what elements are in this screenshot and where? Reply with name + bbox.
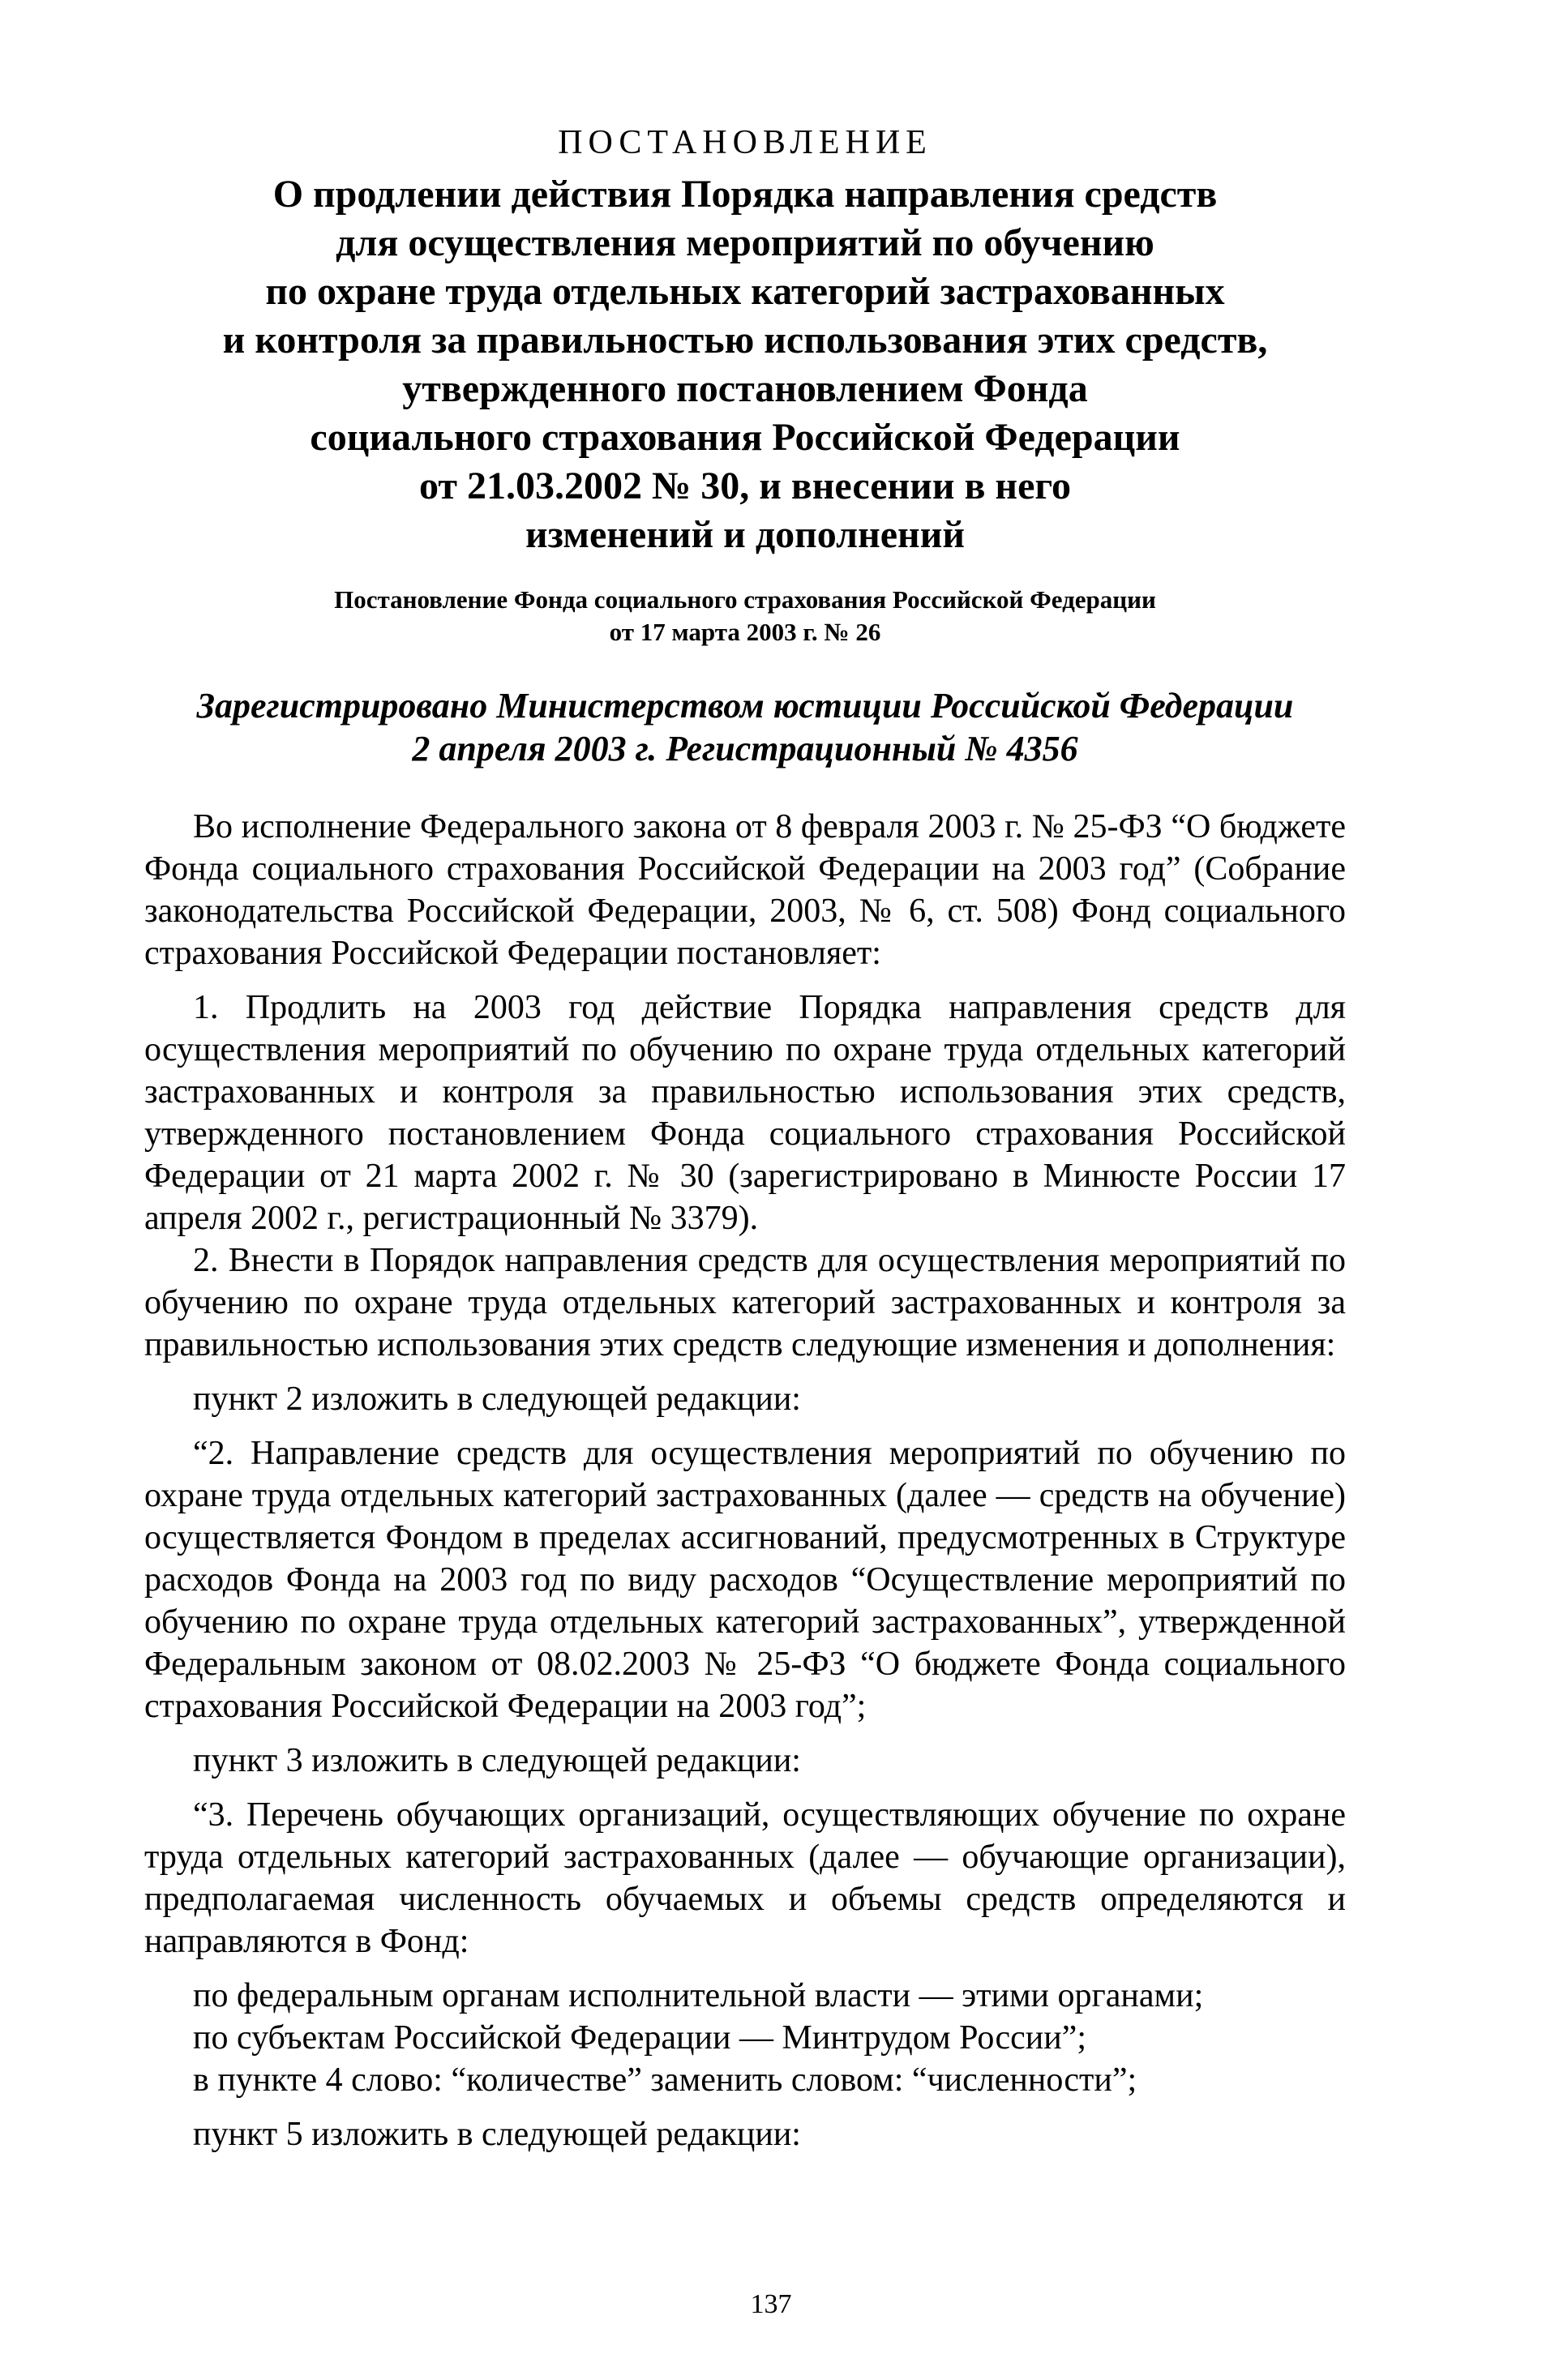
source-line: от 17 марта 2003 г. № 26 — [609, 618, 881, 646]
amendment-intro-paragraph: пункт 5 изложить в следующей редакции: — [193, 2116, 801, 2153]
amendment-text-paragraph: в пункте 4 слово: “количестве” заменить словом: “численности”; — [193, 2061, 1137, 2099]
amendment-text-paragraph: “2. Направление средств для осуществления мероприятий по обучению по охране труда отдельных категорий застрахованных (далее — средств на обучение) осуществляется Фондом в пределах ассигнований, предусмотренных в Структуре расходов Фонда на 2003 год по виду расходов “Осуществление мероприятий по обучению по охране труда отдельных категорий застрахованных”, утвержденной Федеральным законом от 08.02.2003 № 25-ФЗ “О бюджете Фонда социального страхования Российской Федерации на 2003 год”; — [144, 1435, 1346, 1725]
registration-line: 2 апреля 2003 г. Регистрационный № 4356 — [412, 729, 1078, 768]
preamble-paragraph: Во исполнение Федерального закона от 8 февраля 2003 г. № 25-ФЗ “О бюджете Фонда социального страхования Российской Федерации на 2003 год” (Собрание законодательства Российской Федерации, 2003, № 6, ст. 508) Фонд социального страхования Российской Федерации постановляет: — [144, 808, 1346, 972]
amendment-text-paragraph: “3. Перечень обучающих организаций, осуществляющих обучение по охране труда отдельных категорий застрахованных (далее — обучающие организации), предполагаемая численность обучаемых и объемы средств определяются и направляются в Фонд: — [144, 1796, 1346, 1960]
title-line: утвержденного постановлением Фонда — [402, 367, 1088, 410]
item-2-paragraph: 2. Внести в Порядок направления средств для осуществления мероприятий по обучению по охране труда отдельных категорий застрахованных и контроля за правильностью использования этих средств следующие изменения и дополнения: — [144, 1242, 1346, 1363]
title-line: от 21.03.2002 № 30, и внесении в него — [419, 464, 1071, 507]
item-1-paragraph: 1. Продлить на 2003 год действие Порядка направления средств для осуществления мероприятий по обучению по охране труда отдельных категорий застрахованных и контроля за правильностью использования этих средств, утвержденного постановлением Фонда социального страхования Российской Федерации от 21 марта 2002 г. № 30 (зарегистрировано в Минюсте России 17 апреля 2002 г., регистрационный № 3379). — [144, 989, 1346, 1237]
list-item-paragraph: по федеральным органам исполнительной власти — этими органами; — [193, 1977, 1204, 2014]
document-page — [144, 122, 1346, 2168]
document-title — [144, 170, 1346, 559]
amendment-intro-paragraph: пункт 2 изложить в следующей редакции: — [193, 1380, 801, 1418]
list-item-paragraph: по субъектам Российской Федерации — Минтрудом России”; — [193, 2019, 1086, 2057]
document-body — [144, 806, 1346, 2155]
document-source — [144, 584, 1346, 649]
registration-line: Зарегистрировано Министерством юстиции Российской Федерации — [196, 686, 1294, 726]
title-line: О продлении действия Порядка направления средств — [272, 173, 1218, 216]
title-line: социального страхования Российской Федерации — [310, 416, 1180, 459]
page-number: 137 — [750, 2289, 792, 2319]
title-line: и контроля за правильностью использования этих средств, — [222, 319, 1268, 362]
title-line: изменений и дополнений — [525, 513, 965, 556]
title-line: по охране труда отдельных категорий застрахованных — [265, 270, 1225, 313]
source-line: Постановление Фонда социального страхования Российской Федерации — [334, 585, 1156, 614]
title-line: для осуществления мероприятий по обучению — [336, 221, 1154, 264]
registration-note — [144, 684, 1346, 770]
amendment-intro-paragraph: пункт 3 изложить в следующей редакции: — [193, 1742, 801, 1779]
document-type: ПОСТАНОВЛЕНИЕ — [558, 124, 932, 161]
